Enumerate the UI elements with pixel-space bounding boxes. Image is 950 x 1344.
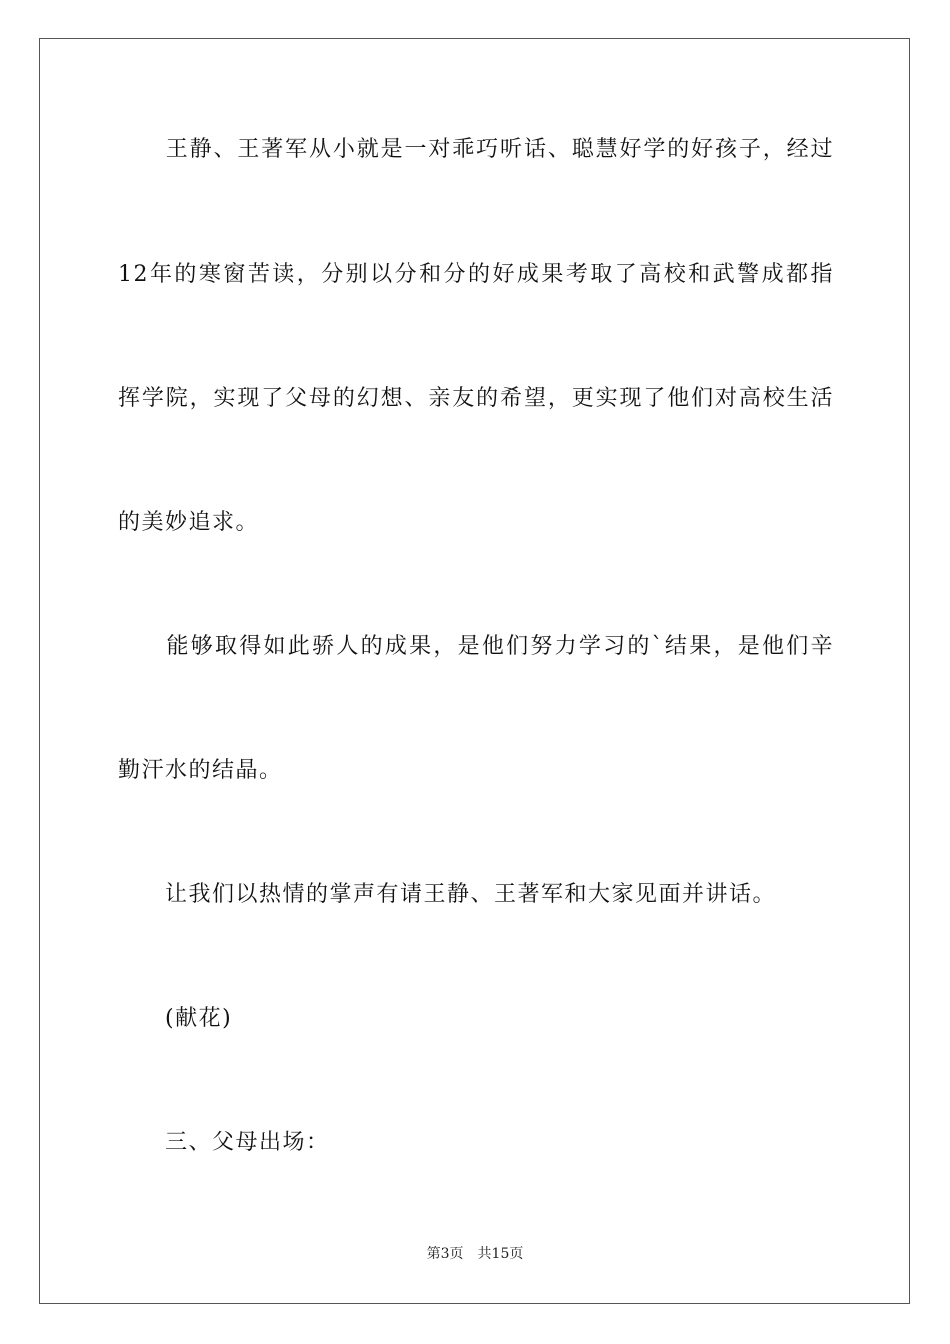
total-pages: 共15页 [477,1246,524,1262]
paragraph-line: 能够取得如此骄人的成果，是他们努力学习的`结果，是他们辛 [118,634,834,659]
page-number: 第3页 [426,1246,464,1262]
paragraph-line: 勤汗水的结晶。 [118,758,283,783]
paragraph-line: 12年的寒窗苦读，分别以分和分的好成果考取了高校和武警成都指 [118,262,834,287]
paragraph-line: 的美妙追求。 [118,510,260,535]
paragraph-line: 让我们以热情的掌声有请王静、王著军和大家见面并讲话。 [118,882,777,907]
page-border [39,38,910,1304]
paragraph-line: 三、父母出场： [118,1130,330,1155]
paragraph-line: 王静、王著军从小就是一对乖巧听话、聪慧好学的好孩子，经过 [118,137,834,162]
paragraph-line: (献花) [118,1006,233,1031]
page-footer [0,1244,950,1264]
paragraph-line: 挥学院，实现了父母的幻想、亲友的希望，更实现了他们对高校生活 [118,386,834,411]
